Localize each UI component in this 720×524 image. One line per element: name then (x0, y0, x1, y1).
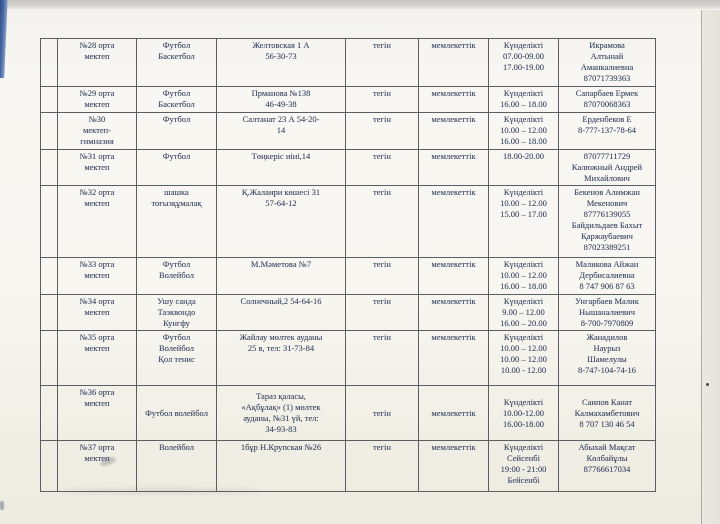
table-row (41, 113, 656, 150)
cell-ownership (419, 295, 489, 331)
cell-address (217, 441, 346, 492)
cell-num (41, 295, 58, 331)
cell-line: Нышаналиевич (579, 307, 635, 317)
scan-speck (706, 383, 709, 386)
cell-line: 15.00 – 17.00 (500, 209, 547, 219)
cell-line: 16.00 – 18.00 (500, 99, 547, 109)
cell-line: Футбол (162, 114, 191, 124)
cell-num (41, 150, 58, 186)
cell-sport (137, 39, 217, 87)
cell-line: тегін (373, 88, 391, 98)
cell-sport (137, 87, 217, 113)
cell-line: 14 (276, 125, 286, 135)
cell-sport (137, 386, 217, 441)
cell-line: тегін (373, 114, 391, 124)
cell-line: Ерденбеков Е (582, 114, 632, 124)
page-edge-shade (702, 10, 720, 524)
cell-line: 07.00-09.00 (502, 51, 545, 61)
cell-line: 34-93-83 (265, 424, 297, 434)
cell-line: Желтовская 1 А (252, 40, 310, 50)
scan-edge-top (0, 0, 720, 9)
cell-cost (346, 113, 419, 150)
cell-line: 8 707 130 46 54 (579, 418, 635, 429)
cell-schedule (489, 441, 559, 492)
cell-address (217, 150, 346, 186)
scan-corner-speck (0, 501, 4, 510)
cell-address (217, 87, 346, 113)
cell-address (217, 258, 346, 295)
cell-address (217, 186, 346, 258)
cell-address (217, 331, 346, 386)
cell-line: мемлекеттік (431, 332, 476, 342)
cell-line: 16.00 – 18.00 (500, 281, 547, 291)
cell-line: №34 орта (79, 296, 115, 306)
cell-line: тегін (373, 187, 391, 197)
cell-line: №32 орта (79, 187, 115, 197)
cell-num (41, 258, 58, 295)
cell-line: тегін (373, 296, 391, 306)
cell-contact (559, 295, 656, 331)
cell-line: Аманкалиевна (580, 62, 634, 72)
cell-line: Күнделікті (503, 259, 544, 269)
cell-line: №31 орта (79, 151, 115, 161)
cell-line: №30 (88, 114, 106, 124)
cell-ownership (419, 186, 489, 258)
cell-line: Күнделікті (503, 40, 544, 50)
cell-cost (346, 186, 419, 258)
cell-school (58, 331, 137, 386)
cell-line: Байдильдаев Бахыт (571, 220, 643, 230)
cell-line: Футбол (162, 88, 191, 98)
scan-artifact-blue-strip (0, 0, 8, 78)
cell-line: 10.00 – 12.00 (500, 198, 547, 208)
cell-schedule (489, 295, 559, 331)
cell-line: Футбол волейбол (145, 407, 208, 418)
cell-line: тегін (373, 151, 391, 161)
cell-line: Күнделікті (503, 332, 544, 342)
cell-line: Солнечный,2 54-64-16 (240, 296, 322, 306)
cell-line: 87023389251 (583, 242, 631, 252)
cell-school (58, 441, 137, 492)
cell-line: шашка (164, 187, 189, 197)
table-row (41, 150, 656, 186)
cell-line: 8-777-137-78-64 (577, 125, 637, 135)
cell-line: гимназия (80, 136, 114, 146)
cell-ownership (419, 258, 489, 295)
cell-cost (346, 258, 419, 295)
cell-line: мектеп (84, 398, 110, 408)
cell-sport (137, 295, 217, 331)
cell-sport (137, 258, 217, 295)
cell-ownership (419, 87, 489, 113)
cell-line: Икрамова (589, 40, 625, 50)
cell-contact (559, 150, 656, 186)
cell-line: 10.00-12.00 (502, 407, 545, 418)
cell-line: Көлбайұлы (586, 453, 628, 463)
cell-line: тегін (373, 442, 391, 452)
cell-num (41, 87, 58, 113)
cell-line: Прманова №138 (251, 88, 311, 98)
cell-schedule (489, 258, 559, 295)
cell-address (217, 113, 346, 150)
cell-line: Күнделікті (503, 442, 544, 452)
cell-line: Волейбол (158, 343, 195, 353)
cell-line: тегін (373, 407, 391, 418)
cell-line: №37 орта (79, 442, 115, 452)
table-row (41, 295, 656, 331)
cell-line: 16.00-18.00 (502, 418, 545, 429)
cell-schedule (489, 186, 559, 258)
cell-line: тегін (373, 40, 391, 50)
cell-line: Футбол (162, 40, 191, 50)
cell-line: мектеп (84, 453, 110, 463)
cell-address (217, 295, 346, 331)
cell-school (58, 186, 137, 258)
cell-line: 1бұр Н.Крупская №26 (240, 442, 322, 452)
cell-contact (559, 441, 656, 492)
cell-line: 10.00 - 12.00 (500, 365, 547, 375)
cell-line: 87766617034 (583, 464, 631, 474)
cell-schedule (489, 113, 559, 150)
cell-sport (137, 331, 217, 386)
cell-line: 56-30-73 (265, 51, 297, 61)
cell-cost (346, 39, 419, 87)
cell-line: мемлекеттік (431, 259, 476, 269)
cell-line: Күнделікті (503, 187, 544, 197)
cell-num (41, 186, 58, 258)
cell-line: №33 орта (79, 259, 115, 269)
cell-line: мектеп (84, 307, 110, 317)
cell-line: Таэквондо (157, 307, 196, 317)
cell-line: Волейбол (158, 270, 195, 280)
cell-cost (346, 441, 419, 492)
cell-line: Абыхай Мақсат (578, 442, 636, 452)
cell-contact (559, 39, 656, 87)
cell-line: 16.00 – 18.00 (500, 136, 547, 146)
cell-line: Волейбол (158, 442, 195, 452)
cell-line: Алтынай (590, 51, 624, 61)
cell-contact (559, 386, 656, 441)
cell-line: Кунгфу (163, 318, 190, 328)
cell-line: Салтанат 23 А 54-20- (242, 114, 320, 124)
cell-line: Мекенович (586, 198, 628, 208)
cell-line: мектеп (84, 343, 110, 353)
cell-contact (559, 258, 656, 295)
cell-line: №35 орта (79, 332, 115, 342)
cell-school (58, 39, 137, 87)
cell-address (217, 39, 346, 87)
cell-school (58, 87, 137, 113)
cell-school (58, 258, 137, 295)
cell-line: 87077711729 (583, 151, 631, 161)
cell-line: мемлекеттік (431, 442, 476, 452)
cell-line: Бекенов Алимжан (574, 187, 640, 197)
page-edge-line (701, 10, 702, 524)
cell-line: 10.00 – 12.00 (500, 270, 547, 280)
cell-line: мемлекеттік (431, 88, 476, 98)
cell-line: М.Мәметова №7 (250, 259, 312, 269)
cell-cost (346, 150, 419, 186)
cell-line: мектеп (84, 51, 110, 61)
table-row (41, 87, 656, 113)
cell-num (41, 441, 58, 492)
cell-school (58, 113, 137, 150)
cell-line: 17.00-19.00 (502, 62, 545, 72)
cell-line: Михайлович (584, 173, 630, 183)
cell-line: Футбол (162, 151, 191, 161)
cell-line: Жайлау мөлтек ауданы (239, 332, 323, 342)
cell-line: Баскетбол (158, 51, 195, 61)
cell-ownership (419, 39, 489, 87)
cell-contact (559, 186, 656, 258)
cell-school (58, 295, 137, 331)
cell-line: 8-700-7970809 (580, 318, 634, 328)
table-row (41, 39, 656, 87)
cell-schedule (489, 331, 559, 386)
cell-ownership (419, 386, 489, 441)
cell-line: Бейсенбі (507, 475, 540, 485)
cell-line: Тараз қаласы, (256, 391, 306, 401)
cell-cost (346, 87, 419, 113)
cell-line: тоғызқұмалақ (151, 198, 202, 208)
cell-line: Күнделікті (503, 88, 544, 98)
cell-num (41, 386, 58, 441)
cell-line: Қаржаубаевич (581, 231, 633, 241)
cell-line: тегін (373, 332, 391, 342)
cell-address (217, 386, 346, 441)
cell-sport (137, 113, 217, 150)
cell-schedule (489, 386, 559, 441)
cell-ownership (419, 113, 489, 150)
table-row (41, 258, 656, 295)
cell-schedule (489, 39, 559, 87)
cell-line: 87071739363 (583, 73, 631, 83)
cell-ownership (419, 150, 489, 186)
cell-line: Сейсенбі (507, 453, 540, 463)
cell-ownership (419, 441, 489, 492)
cell-line: мемлекеттік (431, 296, 476, 306)
cell-line: 87070068363 (583, 99, 631, 109)
cell-line: Калмахамбетович (574, 407, 640, 418)
cell-line: Саипов Канат (581, 396, 633, 407)
table-row (41, 441, 656, 492)
cell-line: Унгарбаев Малик (575, 296, 639, 306)
cell-line: Дербисалиевна (579, 270, 635, 280)
cell-line: 10.00 – 12.00 (500, 343, 547, 353)
cell-line: мемлекеттік (431, 114, 476, 124)
cell-line: «Ақбұлақ» (1) мөлтек (241, 402, 321, 412)
cell-line: мемлекеттік (431, 187, 476, 197)
cell-contact (559, 331, 656, 386)
cell-school (58, 150, 137, 186)
cell-cost (346, 386, 419, 441)
schools-sports-table (40, 38, 656, 492)
cell-line: №29 орта (79, 88, 115, 98)
table-body (41, 39, 656, 492)
cell-line: 8 747 906 87 63 (579, 281, 635, 291)
table-row (41, 186, 656, 258)
cell-line: мектеп (84, 198, 110, 208)
cell-line: 18.00-20.00 (502, 151, 545, 161)
cell-num (41, 113, 58, 150)
table-row (41, 386, 656, 441)
cell-line: Күнделікті (503, 114, 544, 124)
cell-num (41, 331, 58, 386)
cell-line: 57-64-12 (265, 198, 297, 208)
cell-line: Күнделікті (503, 296, 544, 306)
cell-line: Сапарбаев Ермек (575, 88, 639, 98)
cell-line: 16.00 – 20.00 (500, 318, 547, 328)
cell-line: Жанадилов (586, 332, 628, 342)
cell-contact (559, 113, 656, 150)
cell-line: Төңкеріс иіні,14 (251, 151, 311, 161)
cell-line: №28 орта (79, 40, 115, 50)
cell-line: ауданы, №31 үй, тел: (243, 413, 319, 423)
cell-line: мемлекеттік (431, 40, 476, 50)
cell-line: 9.00 – 12.00 (502, 307, 545, 317)
cell-ownership (419, 331, 489, 386)
cell-line: мектеп (84, 162, 110, 172)
cell-cost (346, 331, 419, 386)
cell-sport (137, 150, 217, 186)
cell-line: 10.00 – 12.00 (500, 125, 547, 135)
cell-line: Футбол (162, 332, 191, 342)
cell-line: Калюжный Андрей (571, 162, 643, 172)
cell-contact (559, 87, 656, 113)
cell-schedule (489, 87, 559, 113)
cell-line: мектеп- (82, 125, 112, 135)
cell-line: 25 в, тел: 31-73-84 (247, 343, 315, 353)
cell-line: мектеп (84, 270, 110, 280)
cell-line: Маликова Айжан (575, 259, 639, 269)
cell-schedule (489, 150, 559, 186)
cell-line: 87776139055 (583, 209, 631, 219)
cell-cost (346, 295, 419, 331)
cell-line: 46-49-38 (265, 99, 297, 109)
cell-line: Баскетбол (158, 99, 195, 109)
cell-line: Ушу санда (157, 296, 196, 306)
cell-sport (137, 441, 217, 492)
table-row (41, 331, 656, 386)
cell-line: 10.00 – 12.00 (500, 354, 547, 364)
cell-line: Қол тенис (158, 354, 195, 364)
cell-school (58, 386, 137, 441)
cell-line: Футбол (162, 259, 191, 269)
cell-line: Қ.Жалаири көшесі 31 (241, 187, 321, 197)
cell-line: Күнделікті (503, 396, 544, 407)
cell-sport (137, 186, 217, 258)
cell-line: тегін (373, 259, 391, 269)
cell-line: мектеп (84, 99, 110, 109)
cell-line: №36 орта (79, 387, 115, 397)
cell-line: Шамелулы (587, 354, 627, 364)
cell-num (41, 39, 58, 87)
cell-line: мемлекеттік (431, 407, 476, 418)
cell-line: 19:00 - 21:00 (500, 464, 547, 474)
cell-line: 8-747-104-74-16 (577, 365, 637, 375)
cell-line: Наурыз (593, 343, 621, 353)
cell-line: мемлекеттік (431, 151, 476, 161)
